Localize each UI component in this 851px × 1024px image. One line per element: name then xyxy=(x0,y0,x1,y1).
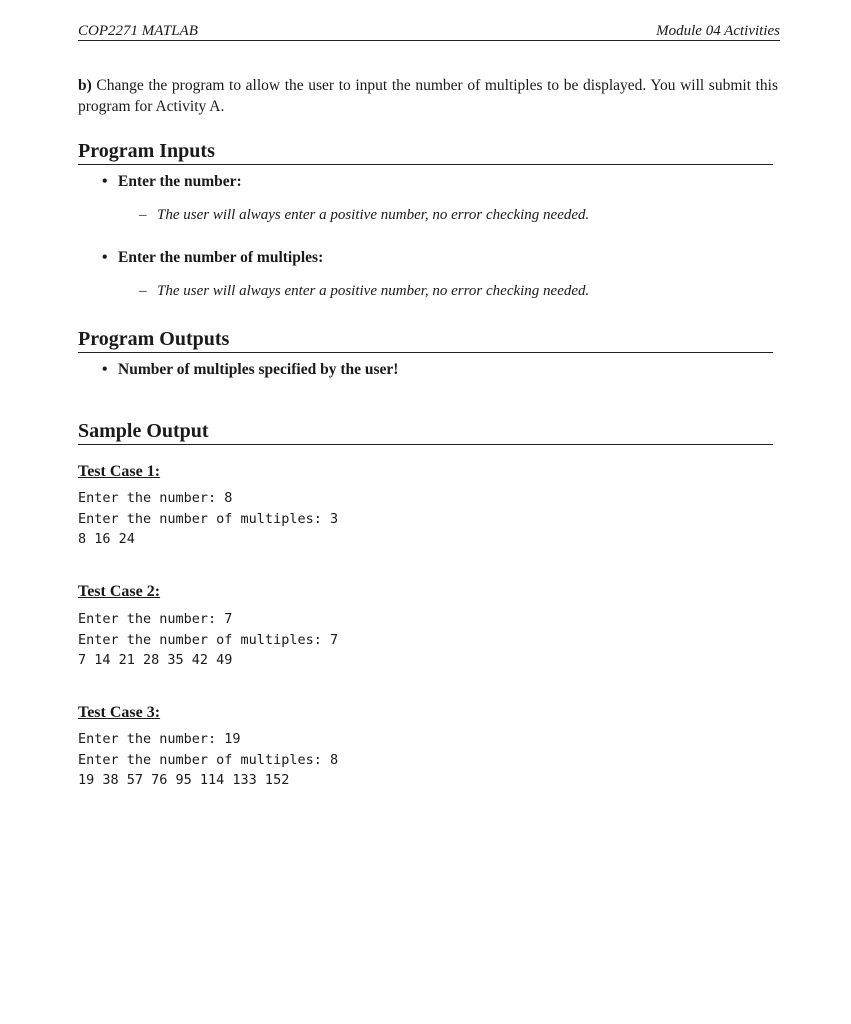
test-case-output-3 xyxy=(78,729,338,791)
code-line: Enter the number: 8 xyxy=(78,490,233,506)
input-item-label: Enter the number: xyxy=(118,173,242,190)
code-line: Enter the number: 7 xyxy=(78,611,233,627)
input-item-multiples xyxy=(102,249,323,267)
code-line: Enter the number: 19 xyxy=(78,731,241,747)
bullet-icon: • xyxy=(102,173,108,190)
test-case-title-2: Test Case 2: xyxy=(78,583,161,600)
code-line: 8 16 24 xyxy=(78,531,135,547)
header-module: Module 04 Activities xyxy=(656,23,780,39)
bullet-icon: • xyxy=(102,249,108,266)
intro-paragraph xyxy=(78,75,778,117)
test-case-title-1: Test Case 1: xyxy=(78,463,161,480)
test-case-title-3: Test Case 3: xyxy=(78,704,161,721)
input-note-multiples xyxy=(139,283,589,300)
intro-label: b) xyxy=(78,77,92,94)
input-item-number xyxy=(102,173,242,191)
header-course: COP2271 MATLAB xyxy=(78,23,198,39)
output-item-label: Number of multiples specified by the user! xyxy=(118,361,399,378)
code-line: 7 14 21 28 35 42 49 xyxy=(78,652,233,668)
input-item-label: Enter the number of multiples: xyxy=(118,249,324,266)
code-line: Enter the number of multiples: 8 xyxy=(78,751,339,768)
code-line: Enter the number of multiples: 3 xyxy=(78,510,339,527)
section-title-sample: Sample Output xyxy=(78,420,773,445)
input-note-text: The user will always enter a positive number, no error checking needed. xyxy=(157,283,590,299)
output-item xyxy=(102,361,398,379)
bullet-icon: • xyxy=(102,361,108,378)
section-title-outputs: Program Outputs xyxy=(78,328,773,353)
input-note-text: The user will always enter a positive number, no error checking needed. xyxy=(157,207,590,223)
code-line: 19 38 57 76 95 114 133 152 xyxy=(78,772,290,788)
dash-icon: – xyxy=(139,207,147,223)
page-header xyxy=(78,22,780,41)
test-case-output-1 xyxy=(78,488,338,550)
section-title-inputs: Program Inputs xyxy=(78,140,773,165)
test-case-output-2 xyxy=(78,609,338,671)
code-line: Enter the number of multiples: 7 xyxy=(78,631,339,648)
input-note-number xyxy=(139,207,589,224)
dash-icon: – xyxy=(139,283,147,299)
intro-text: Change the program to allow the user to input the number of multiples to be displayed. You will submit this program for Activity A. xyxy=(78,77,779,115)
